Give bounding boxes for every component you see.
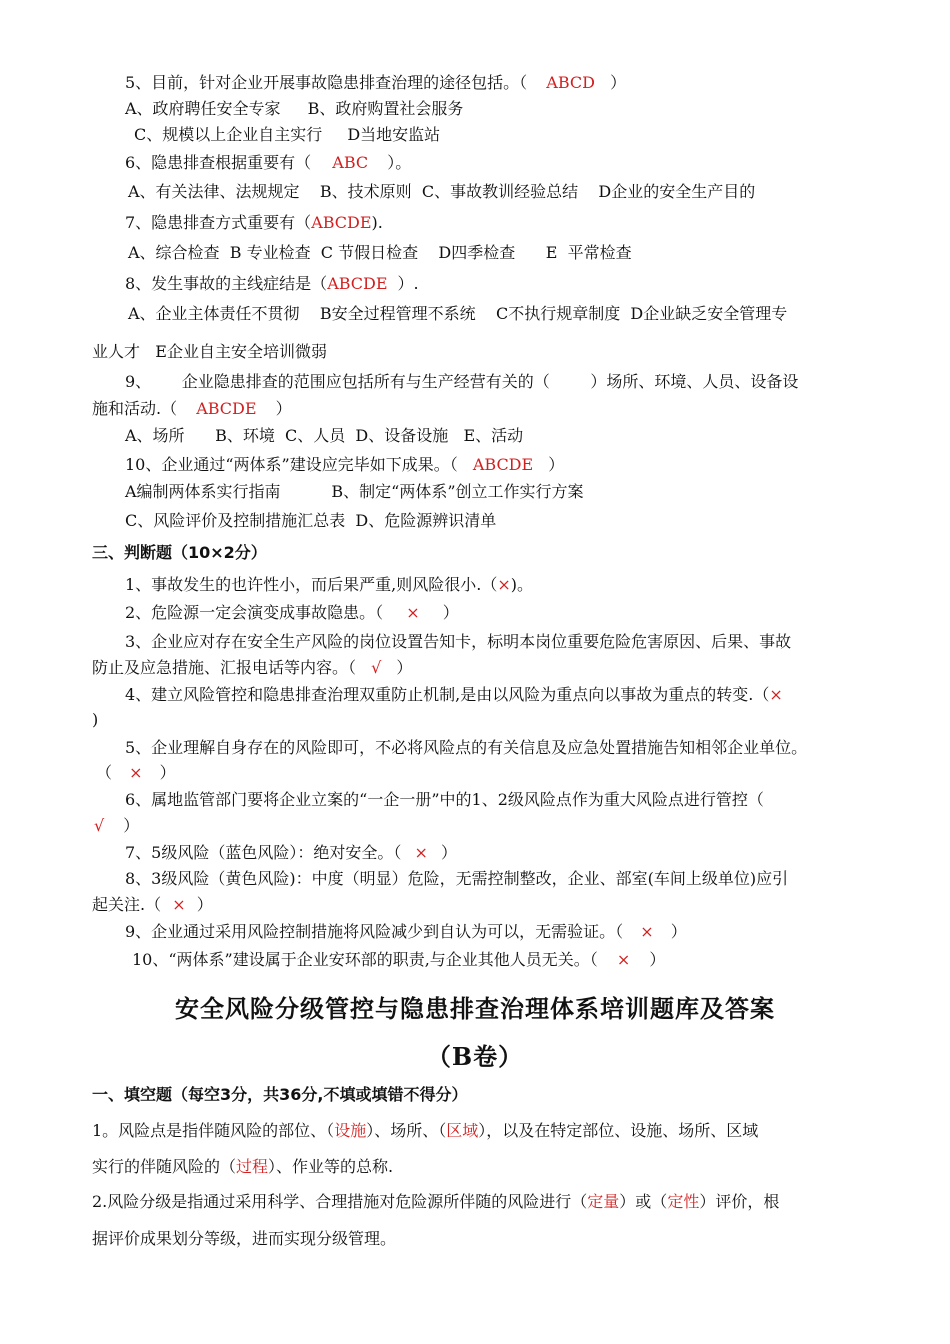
judge-10: 10、“两体系”建设属于企业安环部的职责,与企业其他人员无关。（ × ）: [132, 950, 666, 969]
q8-options-cont: 业人才 E企业自主安全培训微弱: [92, 342, 327, 361]
judge-6-cont: √ ）: [94, 816, 140, 835]
answer-j5: ×: [129, 763, 143, 782]
answer-f1-1: 设施: [334, 1121, 367, 1140]
answer-j4: ×: [769, 685, 783, 704]
answer-q5: ABCD: [546, 73, 595, 92]
paper-title: 安全风险分级管控与隐患排查治理体系培训题库及答案: [175, 994, 775, 1023]
q9-options: A、场所 B、环境 C、人员 D、设备设施 E、活动: [125, 426, 524, 445]
q5-options-ab: A、政府聘任安全专家 B、政府购置社会服务: [125, 99, 464, 118]
question-8: 8、发生事故的主线症结是（ABCDE ）.: [125, 274, 419, 293]
judge-4-cont: ): [92, 710, 99, 729]
answer-q10: ABCDE: [472, 455, 534, 474]
section-3-heading: 三、判断题（10×2分）: [92, 543, 267, 562]
judge-9: 9、企业通过采用风险控制措施将风险减少到自认为可以，无需验证。（ × ）: [125, 922, 687, 941]
answer-q6: ABC: [332, 153, 369, 172]
q10-options-1: A编制两体系实行指南 B、制定“两体系”创立工作实行方案: [125, 482, 584, 501]
judge-1: 1、事故发生的也许性小，而后果严重,则风险很小.（×)。: [125, 575, 534, 594]
question-9-cont: 施和活动.（ ABCDE ）: [92, 399, 292, 418]
fill-2: 2.风险分级是指通过采用科学、合理措施对危险源所伴随的风险进行（定量）或（定性）评价，根: [92, 1192, 780, 1211]
question-10: 10、企业通过“两体系”建设应完毕如下成果。（ ABCDE ）: [125, 455, 565, 474]
question-5: 5、目前，针对企业开展事故隐患排查治理的途径包括。（ ABCD ）: [125, 73, 627, 92]
judge-7: 7、5级风险（蓝色风险）：绝对安全。（ × ）: [125, 843, 457, 862]
answer-j6: √: [94, 816, 105, 835]
fill-1: 1。风险点是指伴随风险的部位、（设施）、场所、（区域），以及在特定部位、设施、场所、区域: [92, 1121, 759, 1140]
judge-3-cont: 防止及应急措施、汇报电话等内容。（ √ ）: [92, 658, 413, 677]
answer-j1: ×: [497, 575, 511, 594]
answer-j8: ×: [172, 895, 186, 914]
judge-5-cont: （ × ）: [96, 763, 176, 782]
answer-q8: ABCDE: [327, 274, 388, 293]
answer-j2: ×: [406, 603, 420, 622]
paper-subtitle: （B卷）: [426, 1042, 524, 1071]
q6-options: A、有关法律、法规规定 B、技术原则 C、事故教训经验总结 D企业的安全生产目的: [128, 182, 756, 201]
answer-j7: ×: [414, 843, 428, 862]
answer-q7: ABCDE: [311, 213, 372, 232]
judge-2: 2、危险源一定会演变成事故隐患。（ × ）: [125, 603, 459, 622]
answer-q9: ABCDE: [196, 399, 257, 418]
answer-j9: ×: [640, 922, 654, 941]
q5-options-cd: C、规模以上企业自主实行 D当地安监站: [134, 125, 441, 144]
judge-5: 5、企业理解自身存在的风险即可，不必将风险点的有关信息及应急处置措施告知相邻企业单位。: [125, 738, 808, 757]
q8-options: A、企业主体责任不贯彻 B安全过程管理不系统 C不执行规章制度 D企业缺乏安全管理专: [128, 304, 788, 323]
fill-2-cont: 据评价成果划分等级，进而实现分级管理。: [92, 1229, 397, 1248]
answer-f1-3: 过程: [236, 1157, 269, 1176]
question-7: 7、隐患排查方式重要有（ABCDE).: [125, 213, 383, 232]
judge-3: 3、企业应对存在安全生产风险的岗位设置告知卡，标明本岗位重要危险危害原因、后果、事故: [125, 632, 792, 651]
answer-f2-1: 定量: [587, 1192, 620, 1211]
answer-j10: ×: [616, 950, 631, 969]
answer-f2-2: 定性: [667, 1192, 700, 1211]
judge-4: 4、建立风险管控和隐患排查治理双重防止机制,是由以风险为重点向以事故为重点的转变.（×: [125, 685, 783, 704]
question-9: 9、 企业隐患排查的范围应包括所有与生产经营有关的（ ）场所、环境、人员、设备设: [125, 372, 799, 391]
question-6: 6、隐患排查根据重要有（ ABC ）。: [125, 153, 412, 172]
answer-f1-2: 区域: [446, 1121, 479, 1140]
judge-8-cont: 起关注.（ × ）: [92, 895, 213, 914]
judge-6: 6、属地监管部门要将企业立案的“一企一册”中的1、2级风险点作为重大风险点进行管控（: [125, 790, 764, 809]
judge-8: 8、3级风险（黄色风险)：中度（明显）危险，无需控制整改，企业、部室(车间上级单位)应引: [125, 869, 789, 888]
q7-options: A、综合检查 B 专业检查 C 节假日检查 D四季检查 E 平常检查: [128, 243, 632, 262]
fill-1-cont: 实行的伴随风险的（过程）、作业等的总称.: [92, 1157, 394, 1176]
section-1-heading: 一、填空题（每空3分，共36分,不填或填错不得分）: [92, 1085, 468, 1104]
q10-options-2: C、风险评价及控制措施汇总表 D、危险源辨识清单: [125, 511, 497, 530]
answer-j3: √: [371, 658, 382, 677]
